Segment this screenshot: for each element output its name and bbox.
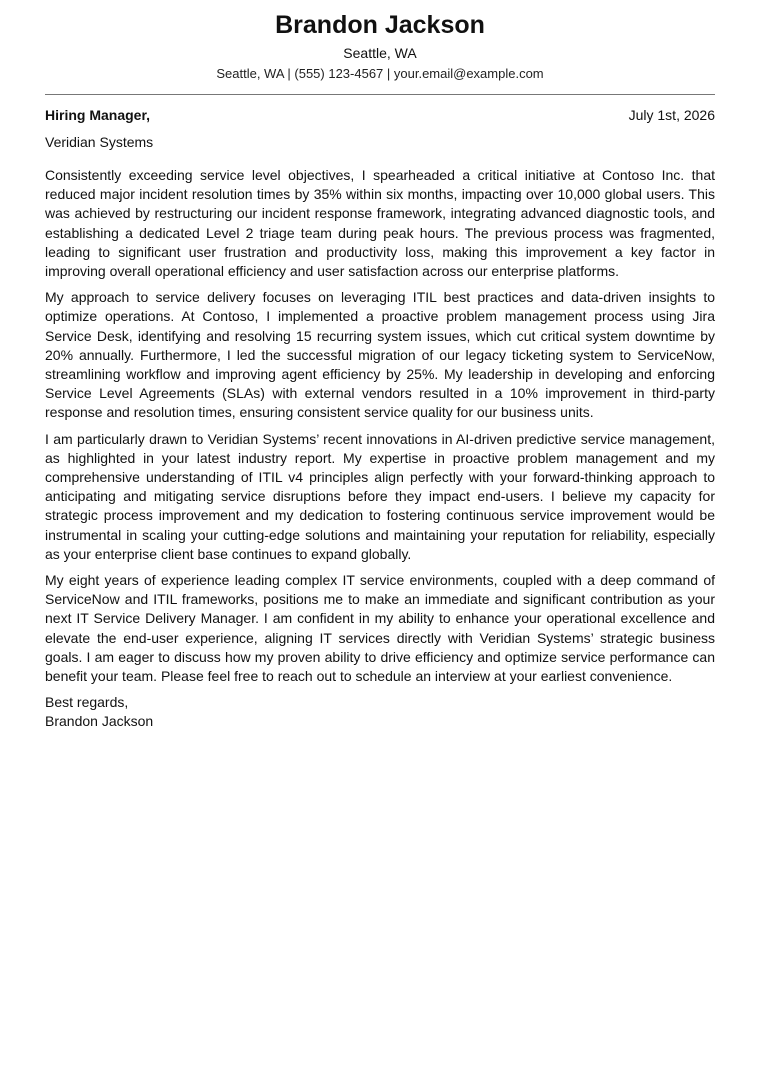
sender-contact-line: Seattle, WA | (555) 123-4567 | your.email@example.com [216,66,544,81]
letter-date: July 1st, 2026 [628,107,715,123]
body-paragraph-3: I am particularly drawn to Veridian Systems’ recent innovations in AI-driven predictive service management, as highlighted in your latest industry report. My expertise in proactive problem management and my comprehensive understanding of ITIL v4 principles align perfectly with your forward-thinking approach to anticipating and mitigating service disruptions before they impact end-users. I believe my capacity for strategic process improvement and my dedication to fostering continuous service improvement would be instrumental in scaling your cutting-edge solutions and maintaining your reputation for reliability, especially as your enterprise client base continues to expand globally. [45,430,715,562]
letter-body [45,166,715,686]
signature-name: Brandon Jackson [45,713,154,730]
recipient-date-row [45,106,715,124]
letter-closing [45,693,715,731]
body-paragraph-4: My eight years of experience leading complex IT service environments, coupled with a deep command of ServiceNow and ITIL frameworks, positions me to make an immediate and significant contribution as your next IT Service Delivery Manager. I am confident in my ability to enhance your operational excellence and elevate the end-user experience, aligning IT services directly with Veridian Systems’ strategic business goals. I am eager to discuss how my proven ability to drive efficiency and optimize service performance can benefit your team. Please feel free to reach out to schedule an interview at your earliest convenience. [45,572,715,685]
body-paragraph-1: Consistently exceeding service level objectives, I spearheaded a critical initiative at Contoso Inc. that reduced major incident resolution times by 35% within six months, impacting over 10,000 global users. This was achieved by restructuring our incident response framework, integrating advanced diagnostic tools, and establishing a dedicated Level 2 triage team during peak hours. The previous process was fragmented, leading to significant user frustration and productivity loss, making this improvement a key factor in improving overall operational efficiency and user satisfaction across our enterprise platforms. [45,167,715,280]
recipient-company: Veridian Systems [45,134,154,150]
recipient-salutation: Hiring Manager, [45,107,151,123]
header-divider [45,94,715,95]
body-paragraph-2: My approach to service delivery focuses on leveraging ITIL best practices and data-driven insights to optimize operations. At Contoso, I implemented a proactive problem management process using Jira Service Desk, identifying and resolving 15 recurring system issues, which cut critical system downtime by 20% annually. Furthermore, I led the successful migration of our legacy ticketing system to ServiceNow, streamlining workflow and improving agent efficiency by 25%. My leadership in developing and enforcing Service Level Agreements (SLAs) with external vendors resulted in a 10% improvement in third-party response and resolution times, ensuring consistent service quality for our business units. [45,289,715,421]
sign-off: Best regards, [45,694,129,711]
sender-location: Seattle, WA [343,45,417,61]
sender-name: Brandon Jackson [275,11,485,39]
letter-header [45,0,715,82]
